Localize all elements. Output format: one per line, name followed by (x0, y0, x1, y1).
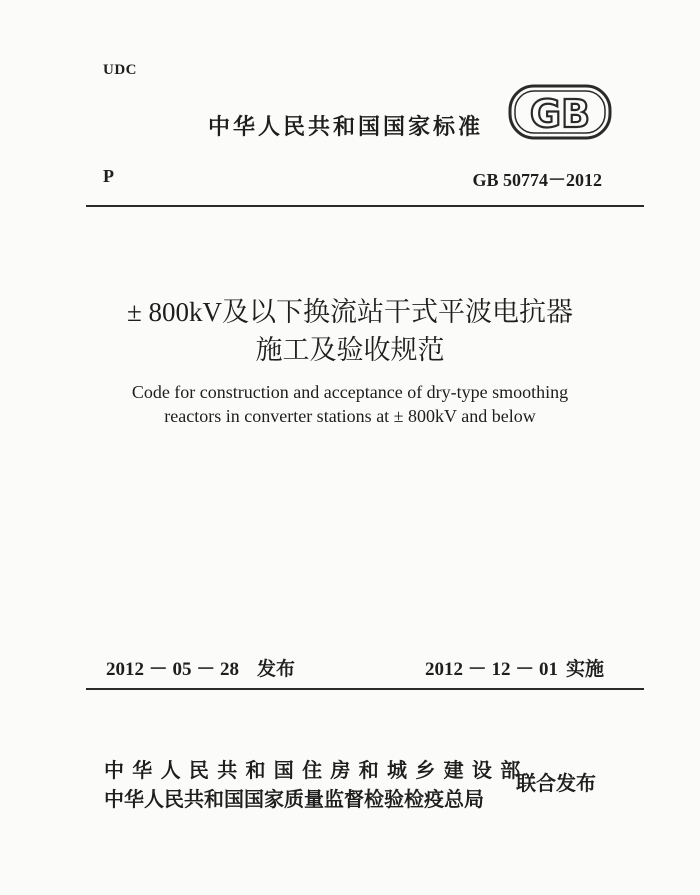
issue-label: 发布 (257, 658, 296, 680)
gb-logo-text: GB (529, 92, 591, 136)
implementation-label: 实施 (566, 658, 605, 680)
publisher-line-1: 中华人民共和国住房和城乡建设部 (104, 758, 529, 782)
issue-date: 2012 － 05 － 28 (106, 659, 240, 680)
classification-code: P (103, 166, 114, 186)
title-english-line-2: reactors in converter stations at ± 800kV and below (164, 406, 536, 426)
title-english-line-1: Code for construction and acceptance of dry-type smoothing (131, 382, 569, 402)
implementation-date: 2012 － 12 － 01 (425, 659, 559, 680)
header-divider (86, 205, 644, 207)
publisher-line-2: 中华人民共和国国家质量监督检验检疫总局 (104, 787, 484, 811)
standard-number: GB 50774－2012 (472, 170, 602, 190)
gb-logo-icon (508, 84, 612, 140)
udc-label: UDC (103, 62, 137, 78)
standard-type-heading: 中华人民共和国国家标准 (208, 115, 484, 140)
joint-publication-label: 联合发布 (516, 771, 596, 795)
dates-divider (86, 688, 644, 690)
title-chinese-line-2: 施工及验收规范 (255, 335, 445, 365)
title-chinese-line-1: ± 800kV及以下换流站干式平波电抗器 (126, 297, 574, 327)
